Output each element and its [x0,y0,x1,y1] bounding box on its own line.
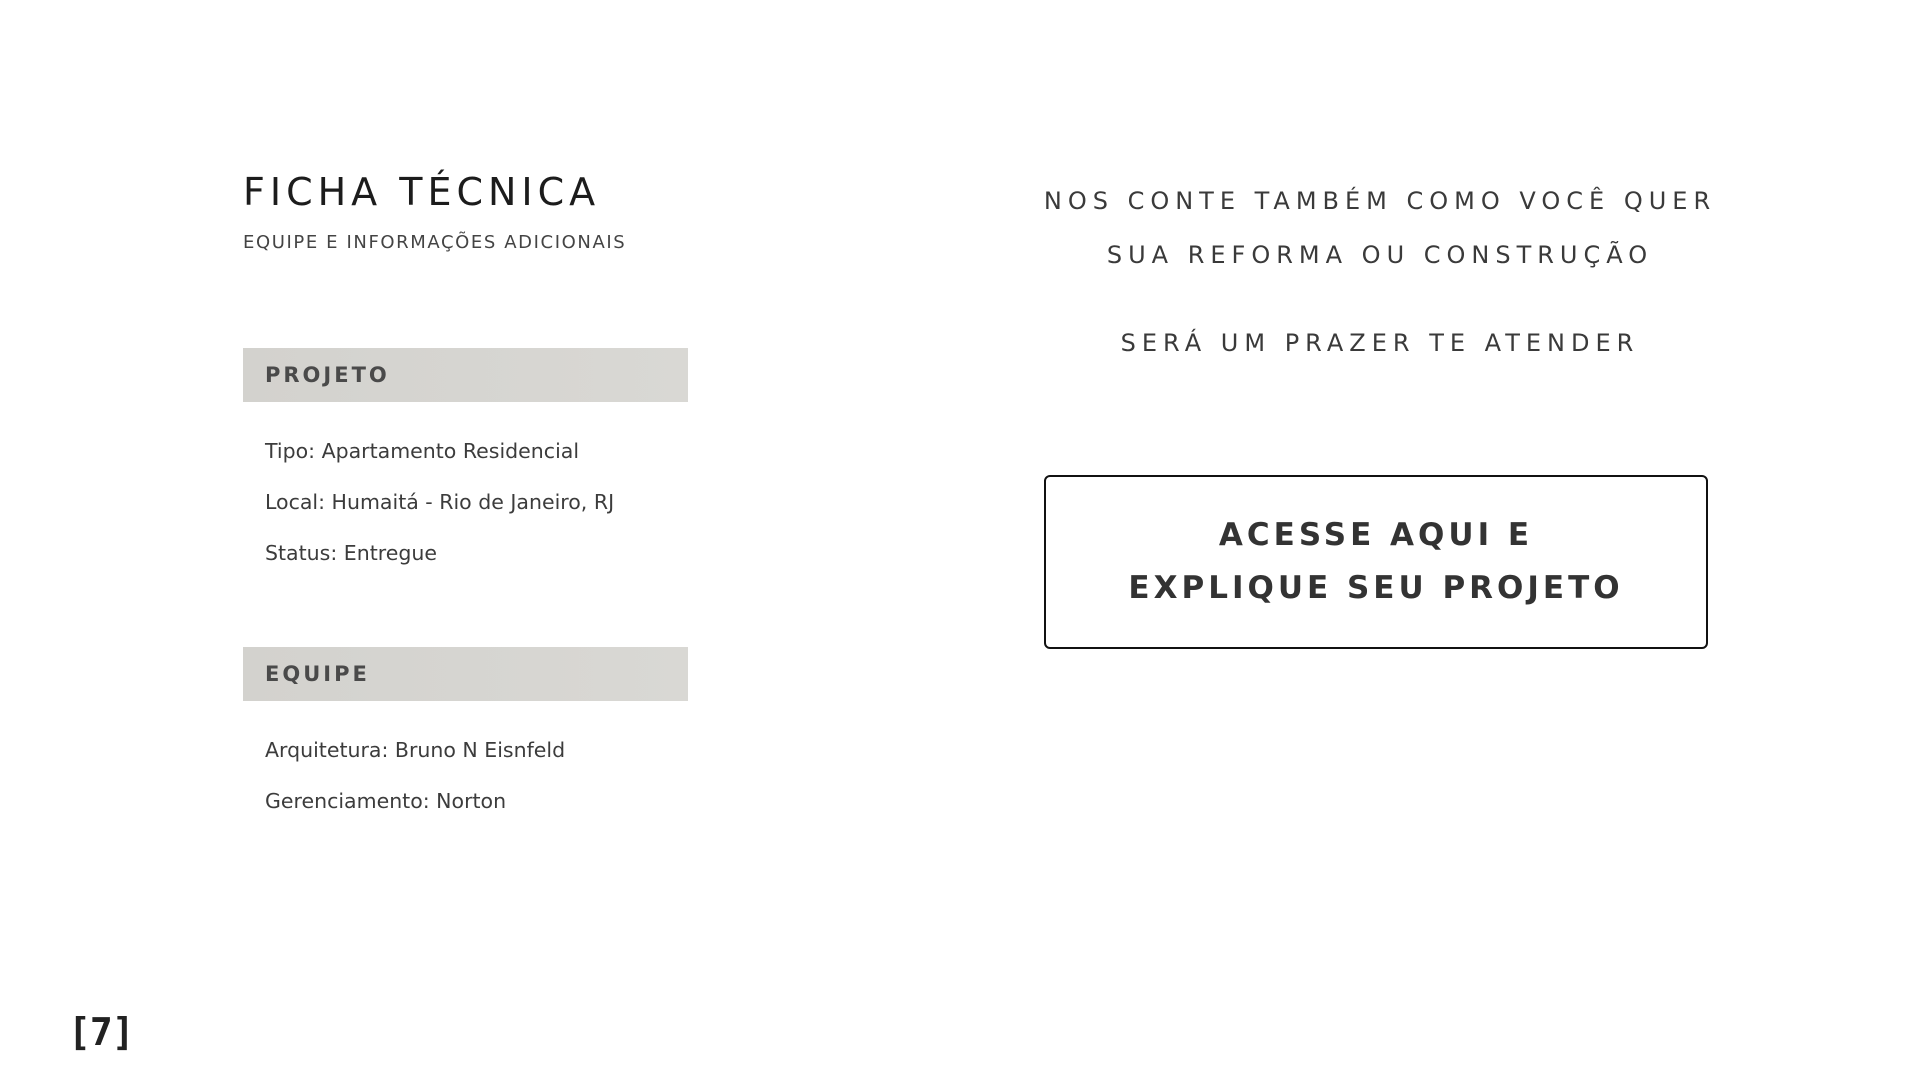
cta-text-line-2: SUA REFORMA OU CONSTRUÇÃO [1106,241,1654,269]
cta-text-line-1: NOS CONTE TAMBÉM COMO VOCÊ QUER [1043,187,1717,215]
projeto-status: Status: Entregue [265,541,437,565]
equipe-gerenciamento: Gerenciamento: Norton [265,789,507,813]
page-subtitle: EQUIPE E INFORMAÇÕES ADICIONAIS [243,232,627,253]
cta-button-label-line-2: EXPLIQUE SEU PROJETO [1128,570,1624,606]
projeto-tipo: Tipo: Apartamento Residencial [265,439,580,463]
projeto-info-list [265,426,614,579]
cta-text-line-3: SERÁ UM PRAZER TE ATENDER [1120,329,1640,357]
equipe-arquitetura: Arquitetura: Bruno N Eisnfeld [265,738,566,762]
page-title: FICHA TÉCNICA [243,170,601,214]
page-number: [7] [68,1010,134,1054]
cta-button-label-line-1: ACESSE AQUI E [1218,517,1534,553]
section-header-projeto-label: PROJETO [265,363,390,387]
section-header-equipe-label: EQUIPE [265,662,370,686]
projeto-local: Local: Humaitá - Rio de Janeiro, RJ [265,490,615,514]
section-header-equipe [243,647,688,701]
contact-cta-button[interactable] [1044,475,1708,649]
equipe-info-list [265,725,565,827]
section-header-projeto [243,348,688,402]
